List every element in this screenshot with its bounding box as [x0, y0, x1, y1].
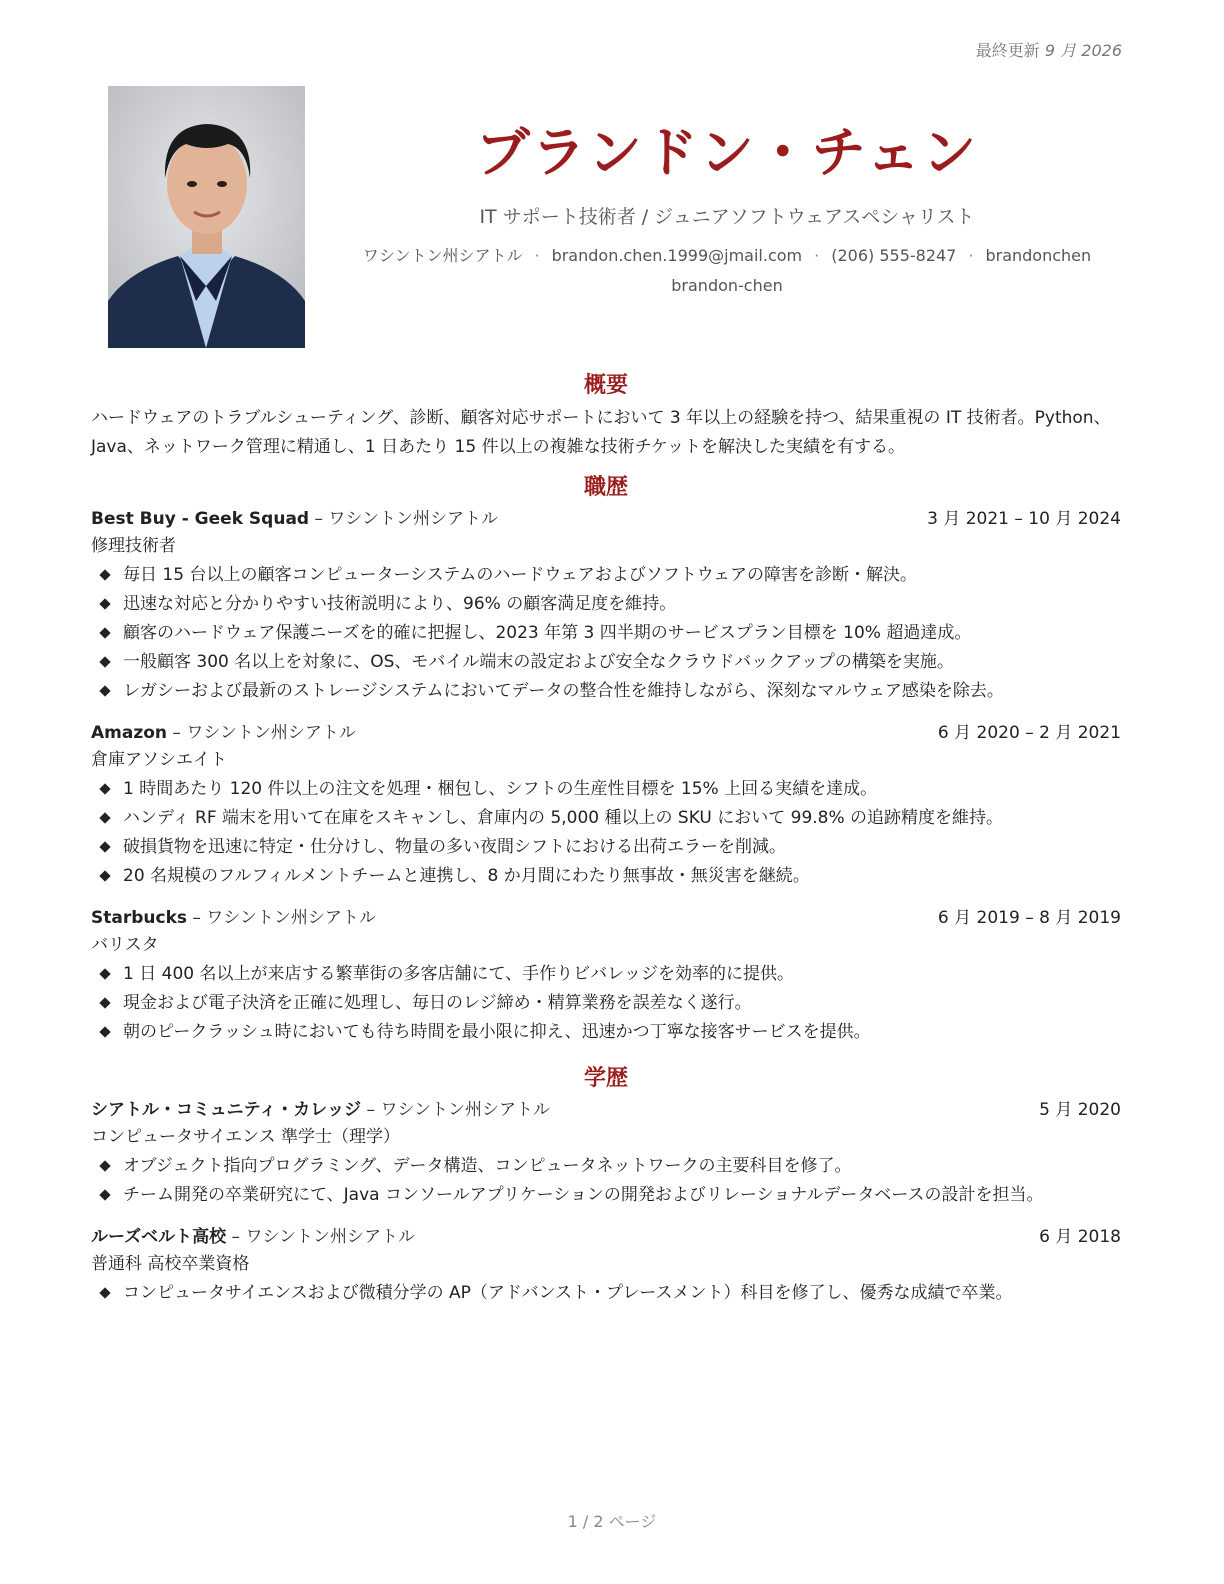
bullet-diamond-icon	[99, 870, 110, 881]
experience-org-line	[91, 506, 498, 533]
experience-bullet-text: 朝のピークラッシュ時においても待ち時間を最小限に抑え、迅速かつ丁寧な接客サービスを提供。	[123, 1022, 871, 1042]
bullet-diamond-icon	[99, 656, 110, 667]
education-entry	[91, 1224, 1121, 1308]
education-dates: 6 月 2018	[1039, 1227, 1121, 1247]
experience-bullet-list	[91, 960, 1121, 1047]
bullet-diamond-icon	[99, 1026, 110, 1037]
section-title-education: 学歴	[583, 1066, 628, 1091]
contact-location: ワシントン州シアトル	[362, 246, 523, 265]
education-dates: 5 月 2020	[1039, 1100, 1121, 1120]
contact-separator: ·	[534, 246, 540, 265]
section-title-summary: 概要	[583, 373, 628, 398]
bullet-diamond-icon	[99, 1189, 110, 1200]
experience-bullet	[91, 1018, 1121, 1047]
experience-bullet-text: 一般顧客 300 名以上を対象に、OS、モバイル端末の設定および安全なクラウドバックアップの構築を実施。	[123, 652, 954, 672]
experience-bullet-text: 毎日 15 台以上の顧客コンピューターシステムのハードウェアおよびソフトウェアの障害を診断・解決。	[123, 565, 918, 585]
experience-dates: 3 月 2021 – 10 月 2024	[927, 509, 1121, 529]
bullet-diamond-icon	[99, 968, 110, 979]
bullet-diamond-icon	[99, 783, 110, 794]
experience-bullet-text: 20 名規模のフルフィルメントチームと連携し、8 か月間にわたり無事故・無災害を継続。	[123, 866, 810, 886]
contact-phone[interactable]: (206) 555-8247	[831, 246, 957, 265]
education-entry-header	[91, 1097, 1121, 1124]
contact-separator: ·	[814, 246, 820, 265]
last-updated-year: 2026	[1081, 41, 1122, 60]
experience-bullet	[91, 677, 1121, 706]
bullet-diamond-icon	[99, 685, 110, 696]
experience-entry-header	[91, 506, 1121, 533]
experience-organization: Amazon	[91, 723, 168, 743]
bullet-diamond-icon	[99, 627, 110, 638]
last-updated	[976, 38, 1122, 61]
experience-bullet-text: 迅速な対応と分かりやすい技術説明により、96% の顧客満足度を維持。	[123, 594, 677, 614]
bullet-diamond-icon	[99, 841, 110, 852]
experience-role: 修理技術者	[91, 536, 176, 556]
education-bullet	[91, 1279, 1121, 1308]
contact-info	[330, 241, 1124, 301]
experience-bullet	[91, 833, 1121, 862]
education-organization: シアトル・コミュニティ・カレッジ	[91, 1100, 362, 1120]
education-role: 普通科 高校卒業資格	[91, 1254, 250, 1274]
last-updated-month: 9 月	[1044, 41, 1077, 60]
resume-body	[91, 368, 1121, 1322]
contact-github[interactable]: brandonchen	[985, 246, 1092, 265]
education-org-line	[91, 1224, 415, 1251]
experience-role: バリスタ	[91, 935, 159, 955]
experience-bullet-text: 1 時間あたり 120 件以上の注文を処理・梱包し、シフトの生産性目標を 15% 上回る実績を達成。	[123, 779, 878, 799]
section-title-experience: 職歴	[583, 475, 628, 500]
candidate-headline: IT サポート技術者 / ジュニアソフトウェアスペシャリスト	[479, 206, 975, 228]
experience-bullet	[91, 775, 1121, 804]
bullet-diamond-icon	[99, 569, 110, 580]
bullet-diamond-icon	[99, 1160, 110, 1171]
experience-location: – ワシントン州シアトル	[187, 908, 376, 928]
experience-bullet-text: 現金および電子決済を正確に処理し、毎日のレジ締め・精算業務を誤差なく遂行。	[123, 993, 752, 1013]
education-entry-header	[91, 1224, 1121, 1251]
contact-linkedin[interactable]: brandon-chen	[671, 276, 783, 295]
experience-entry	[91, 506, 1121, 706]
page-number: 1 / 2 ページ	[567, 1512, 657, 1531]
education-org-line	[91, 1097, 550, 1124]
last-updated-label: 最終更新	[975, 41, 1040, 60]
summary-text: ハードウェアのトラブルシューティング、診断、顧客対応サポートにおいて 3 年以上の経験を持つ、結果重視の IT 技術者。Python、Java、ネットワーク管理に精通し、1 日あたり 15 件以上の複雑な技術チケットを解決した実績を有する。	[91, 408, 1111, 457]
education-bullet-text: オブジェクト指向プログラミング、データ構造、コンピュータネットワークの主要科目を修了。	[123, 1156, 852, 1176]
bullet-diamond-icon	[99, 598, 110, 609]
experience-bullet	[91, 561, 1121, 590]
education-bullet-text: コンピュータサイエンスおよび微積分学の AP（アドバンスト・プレースメント）科目を修了し、優秀な成績で卒業。	[123, 1283, 1013, 1303]
education-bullet-text: チーム開発の卒業研究にて、Java コンソールアプリケーションの開発およびリレーショナルデータベースの設計を担当。	[123, 1185, 1044, 1205]
experience-entry-header	[91, 905, 1121, 932]
bullet-diamond-icon	[99, 812, 110, 823]
resume-header	[330, 118, 1124, 301]
contact-email[interactable]: brandon.chen.1999@jmail.com	[551, 246, 803, 265]
experience-org-line	[91, 905, 376, 932]
experience-bullet-text: レガシーおよび最新のストレージシステムにおいてデータの整合性を維持しながら、深刻なマルウェア感染を除去。	[123, 681, 1004, 701]
contact-separator: ·	[968, 246, 974, 265]
bullet-diamond-icon	[99, 1287, 110, 1298]
profile-photo	[108, 86, 305, 348]
experience-bullet	[91, 862, 1121, 891]
experience-bullet-list	[91, 561, 1121, 706]
education-entry	[91, 1097, 1121, 1210]
experience-location: – ワシントン州シアトル	[309, 509, 498, 529]
education-list	[91, 1097, 1121, 1308]
experience-bullet	[91, 960, 1121, 989]
experience-role: 倉庫アソシエイト	[91, 750, 227, 770]
experience-list	[91, 506, 1121, 1047]
experience-dates: 6 月 2020 – 2 月 2021	[937, 723, 1121, 743]
education-organization: ルーズベルト高校	[91, 1227, 227, 1247]
experience-bullet	[91, 619, 1121, 648]
experience-entry	[91, 720, 1121, 891]
experience-bullet	[91, 804, 1121, 833]
experience-org-line	[91, 720, 356, 747]
experience-bullet-list	[91, 775, 1121, 891]
education-bullet	[91, 1181, 1121, 1210]
experience-bullet	[91, 648, 1121, 677]
experience-entry-header	[91, 720, 1121, 747]
experience-location: – ワシントン州シアトル	[167, 723, 356, 743]
education-location: – ワシントン州シアトル	[361, 1100, 551, 1120]
bullet-diamond-icon	[99, 997, 110, 1008]
experience-organization: Best Buy - Geek Squad	[91, 509, 310, 529]
education-bullet	[91, 1152, 1121, 1181]
education-bullet-list	[91, 1152, 1121, 1210]
experience-bullet-text: 1 日 400 名以上が来店する繁華街の多客店舗にて、手作りビバレッジを効率的に提供。	[123, 964, 794, 984]
experience-entry	[91, 905, 1121, 1047]
experience-bullet-text: 顧客のハードウェア保護ニーズを的確に把握し、2023 年第 3 四半期のサービスプラン目標を 10% 超過達成。	[123, 623, 972, 643]
experience-organization: Starbucks	[91, 908, 187, 928]
education-location: – ワシントン州シアトル	[226, 1227, 416, 1247]
experience-bullet	[91, 989, 1121, 1018]
experience-dates: 6 月 2019 – 8 月 2019	[937, 908, 1121, 928]
education-role: コンピュータサイエンス 準学士（理学）	[91, 1127, 401, 1147]
education-bullet-list	[91, 1279, 1121, 1308]
experience-bullet	[91, 590, 1121, 619]
candidate-name: ブランドン・チェン	[475, 121, 979, 184]
experience-bullet-text: 破損貨物を迅速に特定・仕分けし、物量の多い夜間シフトにおける出荷エラーを削減。	[123, 837, 786, 857]
experience-bullet-text: ハンディ RF 端末を用いて在庫をスキャンし、倉庫内の 5,000 種以上の SKU において 99.8% の追跡精度を維持。	[123, 808, 1004, 828]
